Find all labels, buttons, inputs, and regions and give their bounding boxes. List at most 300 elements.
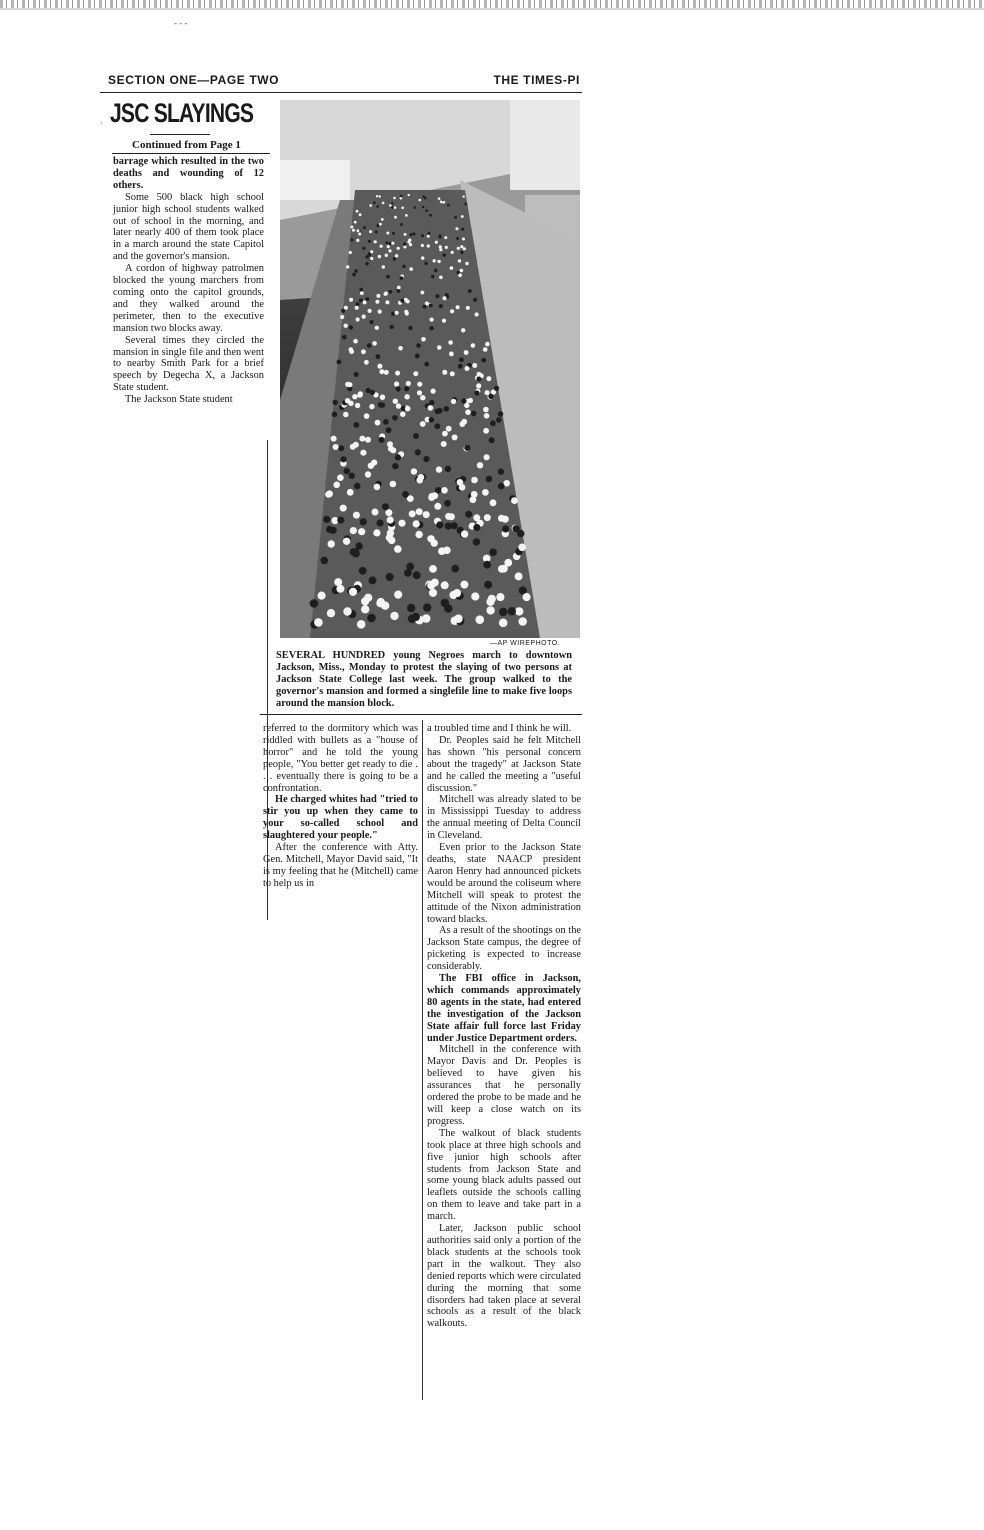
crowd-figure [362,247,365,250]
crowd-figure [477,462,483,468]
crowd-figure [489,548,497,556]
crowd-figure [381,218,384,221]
article-paragraph: a troubled time and I think he will. [427,723,572,734]
crowd-figure [413,571,421,579]
article-paragraph: The walkout of black students took place at three high schools and five junior high schools after students from Jackson State and some young black adults passed out leaflets outside the schools calling on them to leave and take part in a march. [427,1127,581,1223]
crowd-figure [352,229,355,232]
crowd-figure [396,289,400,293]
crowd-figure [369,404,374,409]
crowd-figure [400,223,403,226]
crowd-figure [376,224,379,227]
crowd-figure [435,241,438,244]
crowd-figure [513,525,520,532]
crowd-figure [418,474,425,481]
crowd-figure [452,434,458,440]
crowd-figure [409,510,416,517]
crowd-figure [368,253,371,256]
crowd-figure [413,433,419,439]
crowd-figure [397,247,400,250]
margin-mark: · [100,118,103,128]
crowd-figure [455,227,458,230]
crowd-figure [349,325,353,329]
crowd-figure [451,251,454,254]
crowd-figure [421,337,426,342]
crowd-figure [379,369,384,374]
crowd-figure [484,454,490,460]
crowd-figure [373,202,376,205]
scan-edge-noise [0,0,984,8]
crowd-figure [395,311,399,315]
crowd-figure [377,519,384,526]
crowd-figure [461,530,468,537]
crowd-figure [370,250,373,253]
crowd-figure [350,226,353,229]
crowd-figure [409,267,413,271]
crowd-figure [310,599,318,607]
crowd-figure [463,195,465,197]
margin-mark: - - - [174,18,188,28]
crowd-figure [481,358,486,363]
crowd-figure [483,347,488,352]
crowd-figure [382,202,385,205]
crowd-figure [354,269,358,273]
crowd-figure [384,370,389,375]
crowd-figure [397,286,401,290]
crowd-figure [384,292,388,296]
crowd-figure [350,238,353,241]
crowd-figure [391,206,394,209]
crowd-figure [390,447,396,453]
crowd-figure [436,466,442,472]
crowd-figure [461,228,464,231]
crowd-figure [391,242,394,245]
crowd-figure [359,213,362,216]
crowd-figure [435,294,439,298]
crowd-figure [454,216,457,219]
crowd-figure [360,291,364,295]
crowd-figure [337,474,344,481]
crowd-figure [465,366,470,371]
crowd-figure [411,468,417,474]
crowd-figure [429,400,434,405]
crowd-figure [372,509,379,516]
crowd-figure [349,298,353,302]
crowd-figure [488,595,496,603]
crowd-figure [333,400,338,405]
crowd-figure [394,206,397,209]
crowd-figure [412,613,420,621]
crowd-figure [413,520,420,527]
crowd-figure [389,204,392,207]
crowd-figure [451,565,459,573]
crowd-figure [326,490,333,497]
crowd-figure [474,390,479,395]
crowd-figure [443,296,447,300]
crowd-figure [404,233,407,236]
crowd-figure [404,310,408,314]
crowd-figure [367,343,372,348]
crowd-figure [441,441,447,447]
crowd-figure [439,245,442,248]
crowd-figure [465,262,468,265]
crowd-figure [488,394,493,399]
crowd-figure [421,244,424,247]
crowd-figure [353,442,359,448]
crowd-figure [416,508,423,515]
crowd-figure [423,511,430,518]
crowd-figure [471,477,478,484]
crowd-figure [431,275,435,279]
crowd-figure [482,489,489,496]
headline-rule [150,134,210,135]
crowd-figure [361,605,369,613]
crowd-figure [364,360,369,365]
crowd-figure [429,417,435,423]
crowd-figure [375,326,379,330]
crowd-figure [476,377,481,382]
crowd-figure [473,298,477,302]
crowd-figure [395,254,398,257]
crowd-figure [518,617,527,626]
crowd-figure [349,588,357,596]
crowd-figure [416,343,421,348]
crowd-figure [454,614,463,623]
crowd-figure [373,529,380,536]
crowd-figure [388,537,395,544]
crowd-figure [380,402,385,407]
crowd-figure [400,195,402,197]
crowd-figure [442,370,447,375]
article-paragraph: Mitchell in the conference with Mayor Davis and Dr. Peoples is believed to have given his assurances that he personally ordered the probe to be made and he will keep a close watch on its progress. [427,1044,581,1127]
crowd-figure [434,503,441,510]
crowd-figure [356,317,360,321]
crowd-figure [515,607,523,615]
article-column-3 [427,723,581,1330]
crowd-figure [318,592,326,600]
crowd-figure [415,531,422,538]
crowd-figure [445,246,448,249]
crowd-figure [332,412,338,418]
crowd-figure [365,262,368,265]
crowd-figure [382,503,389,510]
crowd-figure [354,372,359,377]
crowd-figure [336,585,344,593]
scan-edge-line [0,8,984,10]
article-paragraph: Even prior to the Jackson State deaths, state NAACP president Aaron Henry had announced pickets would be around the coliseum where Mitchell will speak to protest the attitude of the Nixon administration toward blacks. [427,842,581,925]
crowd-figure [365,437,371,443]
crowd-figure [424,262,427,265]
crowd-figure [502,525,509,532]
crowd-figure [485,342,490,347]
crowd-figure [400,276,404,280]
crowd-figure [434,269,438,273]
crowd-figure [406,381,411,386]
crowd-figure [343,538,350,545]
crowd-figure [402,265,405,268]
crowd-figure [386,427,392,433]
crowd-figure [456,305,460,309]
crowd-figure [430,318,434,322]
caption-rule [260,714,582,715]
crowd-figure [342,335,347,340]
crowd-figure [441,599,449,607]
crowd-figure [357,229,360,232]
crowd-figure [314,618,323,627]
crowd-figure [498,483,505,490]
crowd-figure [450,371,455,376]
crowd-figure [374,484,381,491]
crowd-figure [484,581,492,589]
crowd-figure [356,302,360,306]
crowd-figure [413,371,418,376]
crowd-figure [456,237,459,240]
crowd-figure [392,232,395,235]
crowd-figure [385,300,389,304]
crowd-figure [357,620,366,629]
crowd-figure [465,511,472,518]
crowd-figure [326,526,333,533]
crowd-figure [408,194,410,196]
crowd-figure [462,238,465,241]
crowd-figure [457,247,460,250]
crowd-figure [418,199,421,202]
crowd-figure [386,275,390,279]
crowd-figure [444,500,451,507]
crowd-figure [365,297,369,301]
crowd-figure [515,572,523,580]
crowd-figure [412,232,415,235]
crowd-figure [369,576,377,584]
crowd-figure [402,491,409,498]
crowd-figure [409,243,412,246]
crowd-figure [499,619,508,628]
crowd-figure [428,232,431,235]
header-rule [100,92,582,93]
article-paragraph: Later, Jackson public school authorities said only a portion of the black students at the schools took part in the walkout. They also denied reports which were circulated during the morning that some disorders had taken place at several schools as a result of the black walkouts. [427,1223,581,1330]
crowd-figure [379,223,382,226]
crowd-figure [393,197,396,200]
crowd-figure [333,482,340,489]
article-paragraph: Several times they circled the mansion in single file and then went to nearby Smith Park for a brief speech by Degecha X, a Jackson State student. [113,334,264,394]
crowd-figure [518,544,526,552]
crowd-figure [387,441,393,447]
crowd-figure [444,406,450,412]
crowd-figure [448,513,455,520]
crowd-figure [403,243,406,246]
crowd-figure [323,516,330,523]
page-header [100,70,580,90]
crowd-figure [392,463,398,469]
crowd-figure [352,273,356,277]
crowd-figure [391,202,394,205]
crowd-figure [484,413,490,419]
crowd-figure [464,203,467,206]
crowd-figure [483,561,491,569]
crowd-figure [386,232,389,235]
crowd-figure [420,421,426,427]
crowd-figure [370,257,373,260]
crowd-figure [378,255,381,258]
crowd-figure [459,357,464,362]
march-photo [280,100,580,638]
column-rule-2 [422,720,423,1400]
crowd-figure [464,350,469,355]
crowd-figure [340,505,347,512]
crowd-figure [486,606,494,614]
continued-line: Continued from Page 1 [132,139,241,151]
crowd-figure [484,514,491,521]
crowd-figure [466,306,470,310]
crowd-figure [437,260,440,263]
crowd-figure [377,364,382,369]
article-column-1 [113,156,264,406]
crowd-figure [423,456,429,462]
crowd-figure [422,614,431,623]
article-paragraph: He charged whites had "tried to stir you up when they came to your so-called school and slaughtered your people." [263,794,418,842]
crowd-figure [405,214,408,217]
crowd-figure [359,567,367,575]
crowd-figure [445,466,451,472]
photo-caption: SEVERAL HUNDRED young Negroes march to downtown Jackson, Miss., Monday to protest the slaying of two persons at Jackson State College last week. The group walked to the governor's mansion and formed a singlefile line to make five loops around the mansion block. [276,650,572,709]
crowd-figure [425,209,428,212]
crowd-figure [443,547,451,555]
article-paragraph: Some 500 black high school junior high school students walked out of school in the morning, and later nearly 400 of them took place in a march around the state Capitol and the governor's mansion. [113,191,264,263]
crowd-figure [414,206,417,209]
crowd-figure [360,450,366,456]
crowd-figure [427,244,430,247]
crowd-figure [442,319,446,323]
crowd-figure [398,346,403,351]
crowd-figure [396,403,401,408]
crowd-figure [376,195,378,197]
crowd-figure [343,412,349,418]
crowd-figure [415,449,421,455]
crowd-figure [380,395,385,400]
crowd-figure [440,201,443,204]
article-column-2 [263,723,418,890]
crowd-figure [461,215,464,218]
crowd-figure [404,386,409,391]
article-paragraph: The FBI office in Jackson, which commands approximately 80 agents in the state, had entered the investigation of the Jackson State affair full force last Friday under Justice Department orders. [427,973,581,1044]
crowd-figure [441,487,448,494]
crowd-figure [390,481,397,488]
article-paragraph: The Jackson State student [125,394,233,406]
crowd-figure [443,201,446,204]
crowd-figure [483,428,489,434]
crowd-figure [369,204,372,207]
crowd-figure [439,304,443,308]
crowd-figure [350,527,357,534]
crowd-figure [353,339,358,344]
crowd-figure [461,328,465,332]
crowd-figure [340,315,344,319]
crowd-figure [458,364,463,369]
crowd-figure [404,394,409,399]
crowd-figure [360,518,367,525]
crowd-figure [353,512,360,519]
crowd-figure [357,392,362,397]
crowd-figure [365,471,371,477]
crowd-figure [394,216,397,219]
headline: JSC SLAYINGS [110,98,254,128]
crowd-figure [442,431,448,437]
crowd-figure [340,456,346,462]
crowd-figure [446,426,452,432]
crowd-figure [400,197,403,200]
crowd-figure [415,354,420,359]
crowd-figure [388,290,392,294]
crowd-figure [393,257,396,260]
article-paragraph: As a result of the shootings on the Jackson State campus, the degree of picketing is expected to increase considerably. [427,925,581,973]
crowd-figure [393,399,398,404]
crowd-figure [364,413,370,419]
crowd-figure [369,230,372,233]
crowd-figure [500,565,508,573]
crowd-figure [345,382,350,387]
crowd-image [280,100,580,638]
crowd-figure [472,363,477,368]
crowd-figure [436,521,443,528]
crowd-figure [429,565,437,573]
crowd-figure [378,310,382,314]
crowd-figure [349,251,352,254]
crowd-figure [409,233,412,236]
crowd-figure [338,445,344,451]
crowd-figure [395,371,400,376]
crowd-figure [476,383,481,388]
article-paragraph: After the conference with Atty. Gen. Mitchell, Mayor David said, "It is my feeling that he (Mitchell) came to help us in [263,842,418,889]
crowd-figure [343,607,351,615]
crowd-figure [346,265,349,268]
crowd-figure [321,557,329,565]
crowd-figure [379,195,381,197]
crowd-figure [471,592,479,600]
crowd-figure [359,288,363,292]
section-label: SECTION ONE—PAGE TWO [108,73,280,87]
crowd-figure [394,591,402,599]
crowd-figure [508,607,516,615]
crowd-figure [376,294,380,298]
crowd-figure [424,362,429,367]
crowd-figure [401,207,404,210]
crowd-figure [496,593,504,601]
crowd-figure [376,354,381,359]
crowd-figure [356,239,359,242]
crowd-figure [429,214,432,217]
crowd-figure [370,320,374,324]
article-paragraph: barrage which resulted in the two deaths and wounding of 12 others. [113,156,264,191]
crowd-figure [355,403,360,408]
crowd-figure [403,245,406,248]
crowd-figure [431,492,438,499]
photo-credit: —AP WIREPHOTO. [490,640,561,647]
crowd-figure [387,529,394,536]
crowd-figure [375,300,379,304]
crowd-figure [380,245,383,248]
crowd-figure [450,266,454,270]
crowd-figure [352,550,360,558]
crowd-figure [359,299,363,303]
crowd-figure [358,528,365,535]
crowd-figure [347,489,354,496]
crowd-figure [358,233,361,236]
crowd-figure [363,226,366,229]
article-paragraph: Dr. Peoples said he felt Mitchell has shown "his personal concern about the tragedy" at Jackson State and he called the meeting a "useful discussion." [427,734,581,794]
crowd-figure [344,468,350,474]
crowd-figure [422,206,425,209]
crowd-figure [475,312,479,316]
crowd-figure [387,245,390,248]
